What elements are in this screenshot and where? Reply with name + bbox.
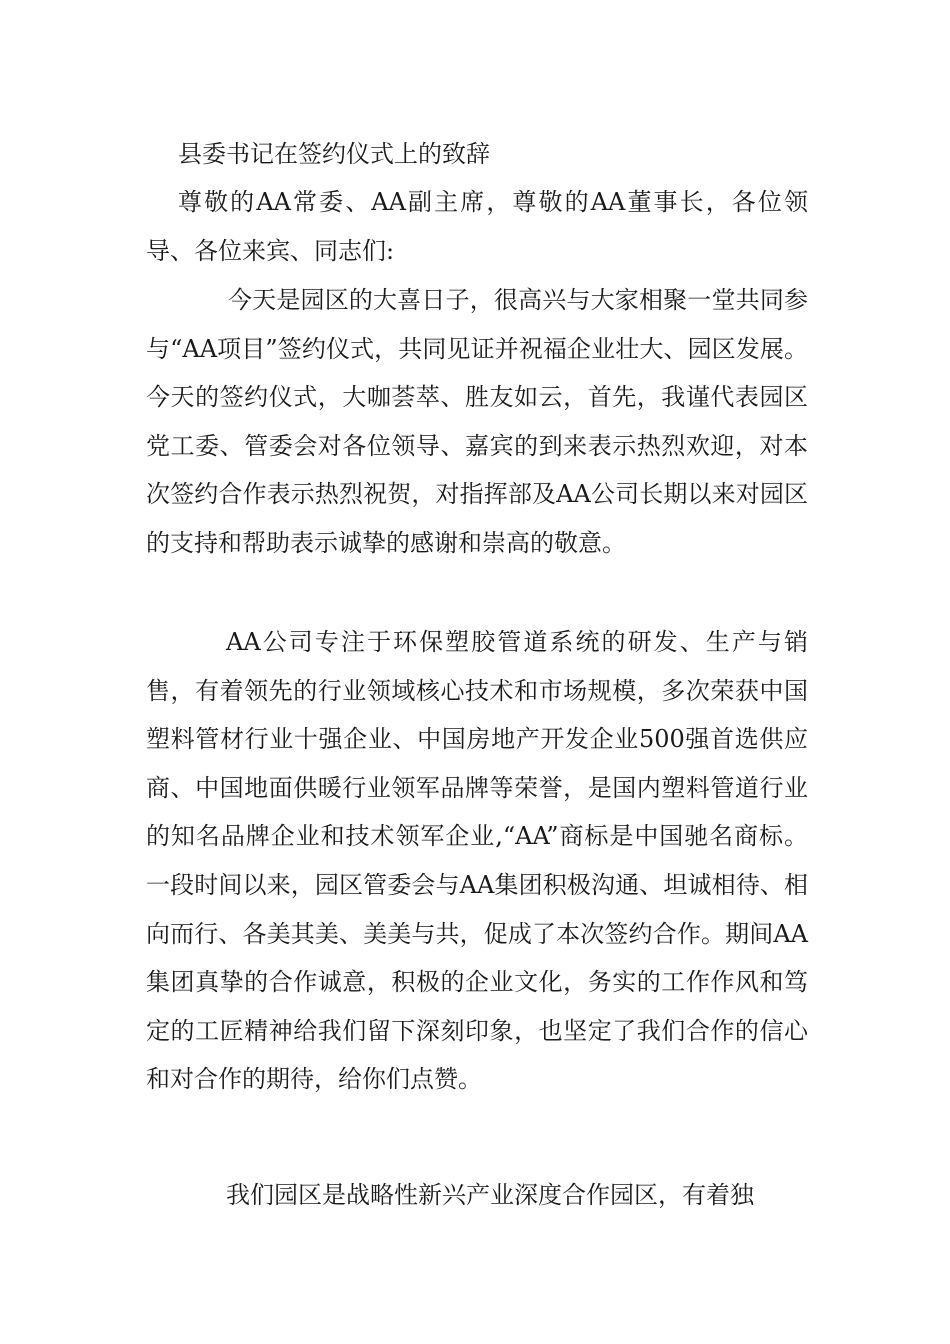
paragraph-salutation: 尊敬的AA常委、AA副主席，尊敬的AA董事长，各位领导、各位来宾、同志们: [146, 188, 808, 265]
document-title: 县委书记在签约仪式上的致辞 [178, 140, 490, 168]
paragraph-park-intro: 我们园区是战略性新兴产业深度合作园区，有着独 [226, 1181, 754, 1209]
paragraph-opening: 今天是园区的大喜日子，很高兴与大家相聚一堂共同参与“AA项目”签约仪式，共同见证并祝福企业壮大、园区发展。今天的签约仪式，大咖荟萃、胜友如云，首先，我谨代表园区党工委、管委会对各位领导、嘉宾的到来表示热烈欢迎，对本次签约合作表示热烈祝贺，对指挥部及AA公司长期以来对园区的支持和帮助表示诚挚的感谢和崇高的敬意。 [146, 286, 808, 557]
paragraph-company-intro: AA公司专注于环保塑胶管道系统的研发、生产与销售，有着领先的行业领域核心技术和市场规模，多次荣获中国塑料管材行业十强企业、中国房地产开发企业500强首选供应商、中国地面供暖行业领军品牌等荣誉，是国内塑料管道行业的知名品牌企业和技术领军企业,“AA”商标是中国驰名商标。一段时间以来，园区管委会与AA集团积极沟通、坦诚相待、相向而行、各美其美、美美与共，促成了本次签约合作。期间AA集团真挚的合作诚意，积极的企业文化，务实的工作作风和笃定的工匠精神给我们留下深刻印象，也坚定了我们合作的信心和对合作的期待，给你们点赞。 [146, 628, 808, 1094]
